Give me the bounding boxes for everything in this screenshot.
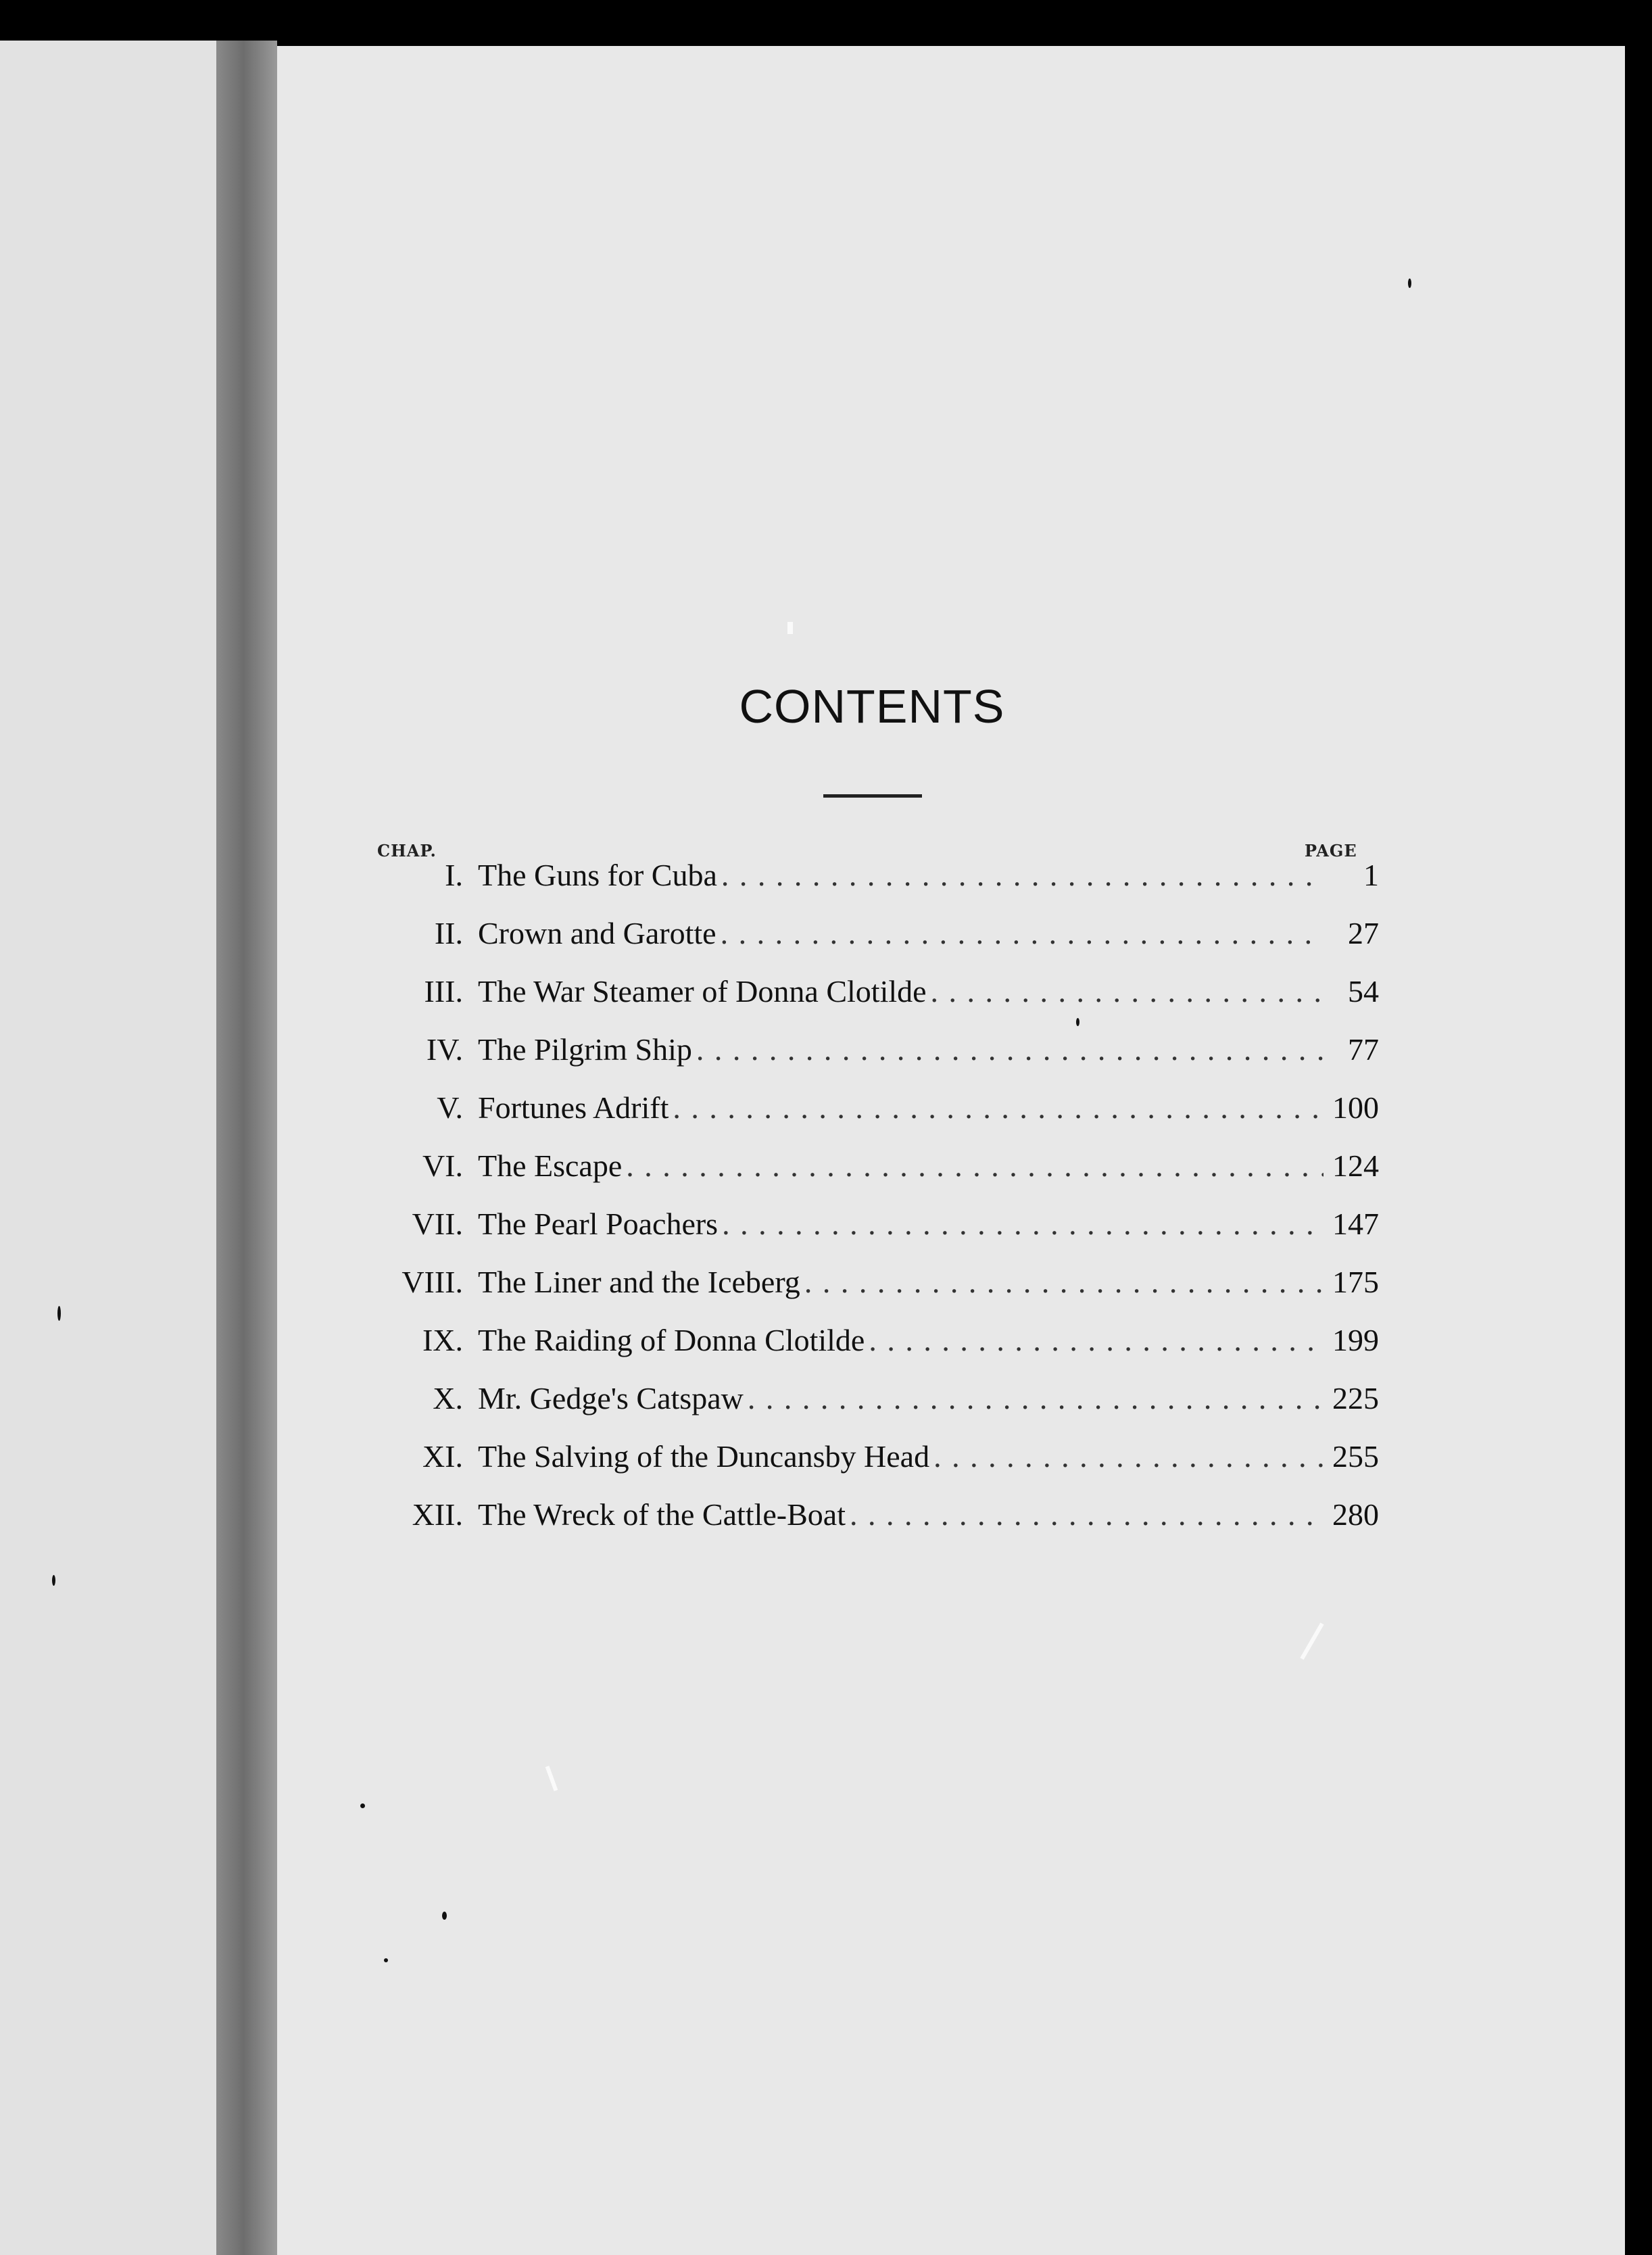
chapter-title: The Liner and the Iceberg bbox=[478, 1265, 800, 1299]
toc-entry bbox=[365, 973, 1379, 1032]
page-column-label: PAGE bbox=[1305, 841, 1357, 860]
scan-speck bbox=[360, 1803, 365, 1808]
toc-entry bbox=[365, 1497, 1379, 1555]
chapter-number: VIII. bbox=[402, 1265, 463, 1299]
dot-leader bbox=[696, 1032, 1323, 1067]
toc-entry bbox=[365, 1438, 1379, 1497]
chapter-number: II. bbox=[434, 916, 463, 950]
chapter-title: The Escape bbox=[478, 1148, 623, 1183]
page-number: 175 bbox=[1332, 1265, 1379, 1299]
page-number: 54 bbox=[1348, 974, 1379, 1009]
page-number: 255 bbox=[1332, 1439, 1379, 1474]
chapter-number: XI. bbox=[422, 1439, 463, 1474]
page-border bbox=[1625, 46, 1652, 2255]
toc-entry bbox=[365, 1380, 1379, 1438]
chapter-title: Crown and Garotte bbox=[478, 916, 716, 950]
chapter-title: The Guns for Cuba bbox=[478, 858, 717, 892]
toc-entry bbox=[365, 1032, 1379, 1090]
page-number: 225 bbox=[1332, 1381, 1379, 1415]
page-number: 280 bbox=[1332, 1497, 1379, 1532]
chapter-number: VI. bbox=[422, 1148, 463, 1183]
chapter-title: The Pearl Poachers bbox=[478, 1207, 719, 1241]
dot-leader bbox=[933, 1438, 1323, 1474]
dot-leader bbox=[931, 973, 1323, 1009]
chapter-number: X. bbox=[433, 1381, 463, 1415]
dot-leader bbox=[673, 1090, 1323, 1125]
chapter-number: VII. bbox=[412, 1207, 463, 1241]
page-number: 124 bbox=[1332, 1148, 1379, 1183]
scan-scratch bbox=[787, 622, 793, 634]
chapter-title: The Wreck of the Cattle-Boat bbox=[478, 1497, 846, 1532]
chapter-title: Mr. Gedge's Catspaw bbox=[478, 1381, 744, 1415]
page-number: 27 bbox=[1348, 916, 1379, 950]
toc-entry bbox=[365, 1264, 1379, 1322]
chapter-number: IV. bbox=[426, 1032, 463, 1067]
page-number: 100 bbox=[1332, 1090, 1379, 1125]
dot-leader bbox=[722, 1206, 1323, 1242]
chapter-column-label: CHAP. bbox=[377, 841, 437, 860]
chapter-title: The Raiding of Donna Clotilde bbox=[478, 1323, 865, 1357]
chapter-number: IX. bbox=[422, 1323, 463, 1357]
heading-rule bbox=[823, 794, 922, 798]
toc-entry bbox=[365, 915, 1379, 973]
scan-speck bbox=[57, 1306, 61, 1321]
page-number: 77 bbox=[1348, 1032, 1379, 1067]
chapter-number: III. bbox=[424, 974, 463, 1009]
dot-leader bbox=[748, 1380, 1323, 1416]
toc-entry bbox=[365, 1148, 1379, 1206]
scan-speck bbox=[442, 1912, 447, 1920]
page-number: 1 bbox=[1363, 858, 1379, 892]
book-gutter bbox=[216, 41, 277, 2255]
contents-heading: CONTENTS bbox=[739, 680, 1005, 733]
dot-leader bbox=[626, 1148, 1323, 1184]
chapter-number: XII. bbox=[412, 1497, 463, 1532]
table-of-contents bbox=[365, 857, 1379, 1555]
scan-speck bbox=[52, 1575, 55, 1586]
toc-entry bbox=[365, 1206, 1379, 1264]
toc-entry bbox=[365, 857, 1379, 915]
dot-leader bbox=[850, 1497, 1323, 1532]
dot-leader bbox=[804, 1264, 1323, 1300]
chapter-number: I. bbox=[445, 858, 463, 892]
scan-speck bbox=[1408, 278, 1411, 288]
left-page-edge bbox=[0, 41, 216, 2255]
chapter-title: The Pilgrim Ship bbox=[478, 1032, 692, 1067]
dot-leader bbox=[721, 915, 1323, 951]
chapter-title: The War Steamer of Donna Clotilde bbox=[478, 974, 927, 1009]
page-number: 147 bbox=[1332, 1207, 1379, 1241]
dot-leader bbox=[869, 1322, 1323, 1358]
scan-speck bbox=[384, 1958, 388, 1962]
chapter-title: Fortunes Adrift bbox=[478, 1090, 669, 1125]
dot-leader bbox=[721, 857, 1323, 893]
chapter-title: The Salving of the Duncansby Head bbox=[478, 1439, 930, 1474]
toc-entry bbox=[365, 1090, 1379, 1148]
chapter-number: V. bbox=[437, 1090, 463, 1125]
toc-entry bbox=[365, 1322, 1379, 1380]
page-number: 199 bbox=[1332, 1323, 1379, 1357]
